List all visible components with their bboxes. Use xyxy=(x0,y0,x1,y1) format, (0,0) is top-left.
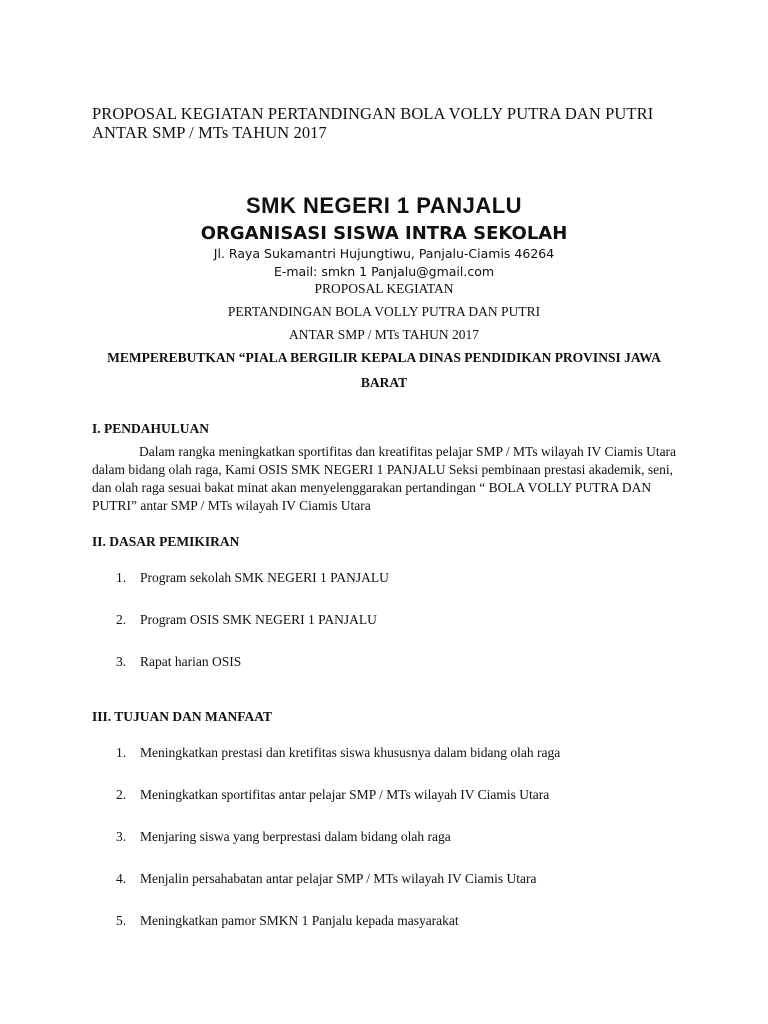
list-number: 1. xyxy=(116,570,127,585)
list-text: Meningkatkan prestasi dan kretifitas siswa khususnya dalam bidang olah raga xyxy=(140,745,561,760)
list-item xyxy=(116,570,389,586)
list-number: 5. xyxy=(116,913,127,928)
list-number: 1. xyxy=(116,745,127,760)
list-text: Program OSIS SMK NEGERI 1 PANJALU xyxy=(140,612,377,627)
list-number: 2. xyxy=(116,787,127,802)
list-item xyxy=(116,871,536,887)
subtitle-participants: ANTAR SMP / MTs TAHUN 2017 xyxy=(288,327,480,342)
list-number: 4. xyxy=(116,871,127,886)
document-title: PROPOSAL KEGIATAN PERTANDINGAN BOLA VOLLY PUTRA DAN PUTRI ANTAR SMP / MTs TAHUN 2017 xyxy=(92,104,654,142)
list-text: Meningkatkan sportifitas antar pelajar SMP / MTs wilayah IV Ciamis Utara xyxy=(140,787,550,802)
subtitle-proposal: PROPOSAL KEGIATAN xyxy=(314,281,454,296)
list-text: Menjalin persahabatan antar pelajar SMP / MTs wilayah IV Ciamis Utara xyxy=(140,871,537,886)
section-heading-dasar: II. DASAR PEMIKIRAN xyxy=(92,534,240,549)
subtitle-trophy-cont: BARAT xyxy=(360,375,408,390)
organization-name: ORGANISASI SISWA INTRA SEKOLAH xyxy=(200,223,568,244)
list-item xyxy=(116,654,241,670)
list-item xyxy=(116,829,451,845)
list-item xyxy=(116,612,377,628)
pendahuluan-paragraph: Dalam rangka meningkatkan sportifitas dan kreatifitas pelajar SMP / MTs wilayah IV Ciamis Utara dalam bidang olah raga, Kami OSIS SMK NEGERI 1 PANJALU Seksi pembinaan prestasi akademik, seni, dan olah raga sesuai bakat minat akan menyelenggarakan pertandingan “ BOLA VOLLY PUTRA DAN PUTRI” antar SMP / MTs wilayah IV Ciamis Utara xyxy=(92,444,677,513)
list-text: Program sekolah SMK NEGERI 1 PANJALU xyxy=(140,570,389,585)
list-text: Meningkatkan pamor SMKN 1 Panjalu kepada masyarakat xyxy=(140,913,459,928)
section-heading-tujuan: III. TUJUAN DAN MANFAAT xyxy=(92,709,273,724)
list-text: Menjaring siswa yang berprestasi dalam bidang olah raga xyxy=(140,829,451,844)
list-text: Rapat harian OSIS xyxy=(140,654,242,669)
section-heading-pendahuluan: I. PENDAHULUAN xyxy=(92,421,210,436)
subtitle-event: PERTANDINGAN BOLA VOLLY PUTRA DAN PUTRI xyxy=(227,304,541,319)
list-number: 2. xyxy=(116,612,127,627)
school-address: Jl. Raya Sukamantri Hujungtiwu, Panjalu-Ciamis 46264 xyxy=(213,246,555,261)
list-number: 3. xyxy=(116,654,127,669)
list-number: 3. xyxy=(116,829,127,844)
subtitle-trophy: MEMPEREBUTKAN “PIALA BERGILIR KEPALA DINAS PENDIDIKAN PROVINSI JAWA xyxy=(107,350,661,365)
school-email: E-mail: smkn 1 Panjalu@gmail.com xyxy=(273,264,495,279)
list-item xyxy=(116,745,560,761)
list-item xyxy=(116,913,459,929)
school-name: SMK NEGERI 1 PANJALU xyxy=(245,193,523,218)
list-item xyxy=(116,787,549,803)
